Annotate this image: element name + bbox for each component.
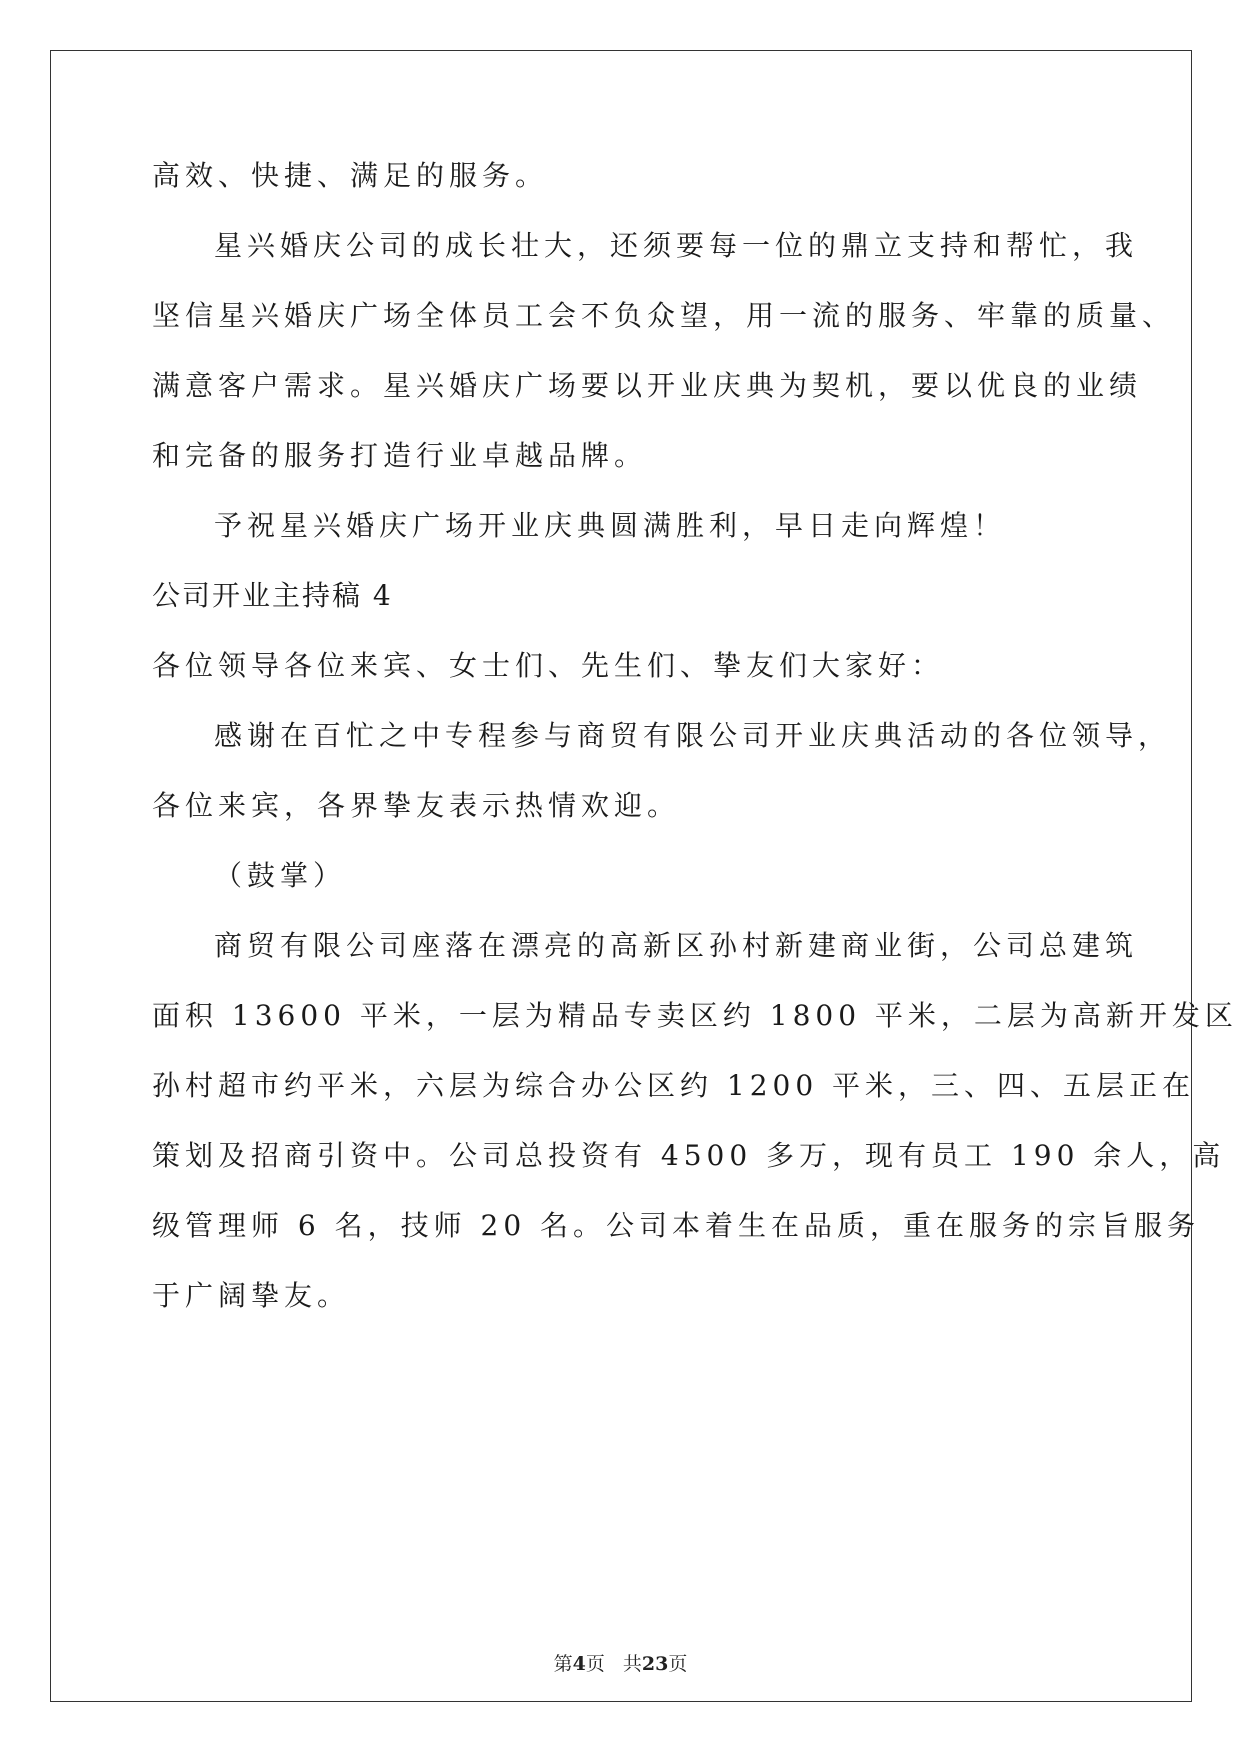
text-line: 感谢在百忙之中专程参与商贸有限公司开业庆典活动的各位领导， <box>214 719 1172 752</box>
text-line: 予祝星兴婚庆广场开业庆典圆满胜利，早日走向辉煌！ <box>214 509 1007 542</box>
text-line: 商贸有限公司座落在漂亮的高新区孙村新建商业街，公司总建筑 <box>214 929 1139 962</box>
text-line: 各位来宾，各界挚友表示热情欢迎。 <box>152 789 681 822</box>
text-line: 级管理师 6 名，技师 20 名。公司本着生在品质，重在服务的宗旨服务 <box>152 1209 1201 1242</box>
text-line: 高效、快捷、满足的服务。 <box>152 159 549 192</box>
stage-direction: （鼓掌） <box>214 859 347 892</box>
text-line: 星兴婚庆公司的成长壮大，还须要每一位的鼎立支持和帮忙，我 <box>214 229 1139 262</box>
text-line: 坚信星兴婚庆广场全体员工会不负众望，用一流的服务、牢靠的质量、 <box>152 299 1176 332</box>
page-suffix: 页 <box>585 1653 605 1675</box>
text-line: 于广阔挚友。 <box>152 1279 351 1312</box>
text-line: 孙村超市约平米，六层为综合办公区约 1200 平米，三、四、五层正在 <box>152 1069 1196 1102</box>
page-footer <box>0 1652 1241 1676</box>
page-prefix: 第 <box>553 1653 573 1675</box>
text-line: 和完备的服务打造行业卓越品牌。 <box>152 439 648 472</box>
text-line: 满意客户需求。星兴婚庆广场要以开业庆典为契机，要以优良的业绩 <box>152 369 1143 402</box>
section-heading: 公司开业主持稿 4 <box>152 579 393 612</box>
total-prefix: 共 <box>622 1653 642 1675</box>
greeting-line: 各位领导各位来宾、女士们、先生们、挚友们大家好： <box>152 649 945 682</box>
page-current: 4 <box>572 1653 586 1675</box>
total-pages: 23 <box>641 1653 669 1675</box>
text-line: 策划及招商引资中。公司总投资有 4500 多万，现有员工 190 余人，高 <box>152 1139 1226 1172</box>
total-suffix: 页 <box>668 1653 688 1675</box>
text-line: 面积 13600 平米，一层为精品专卖区约 1800 平米，二层为高新开发区 <box>152 999 1238 1032</box>
